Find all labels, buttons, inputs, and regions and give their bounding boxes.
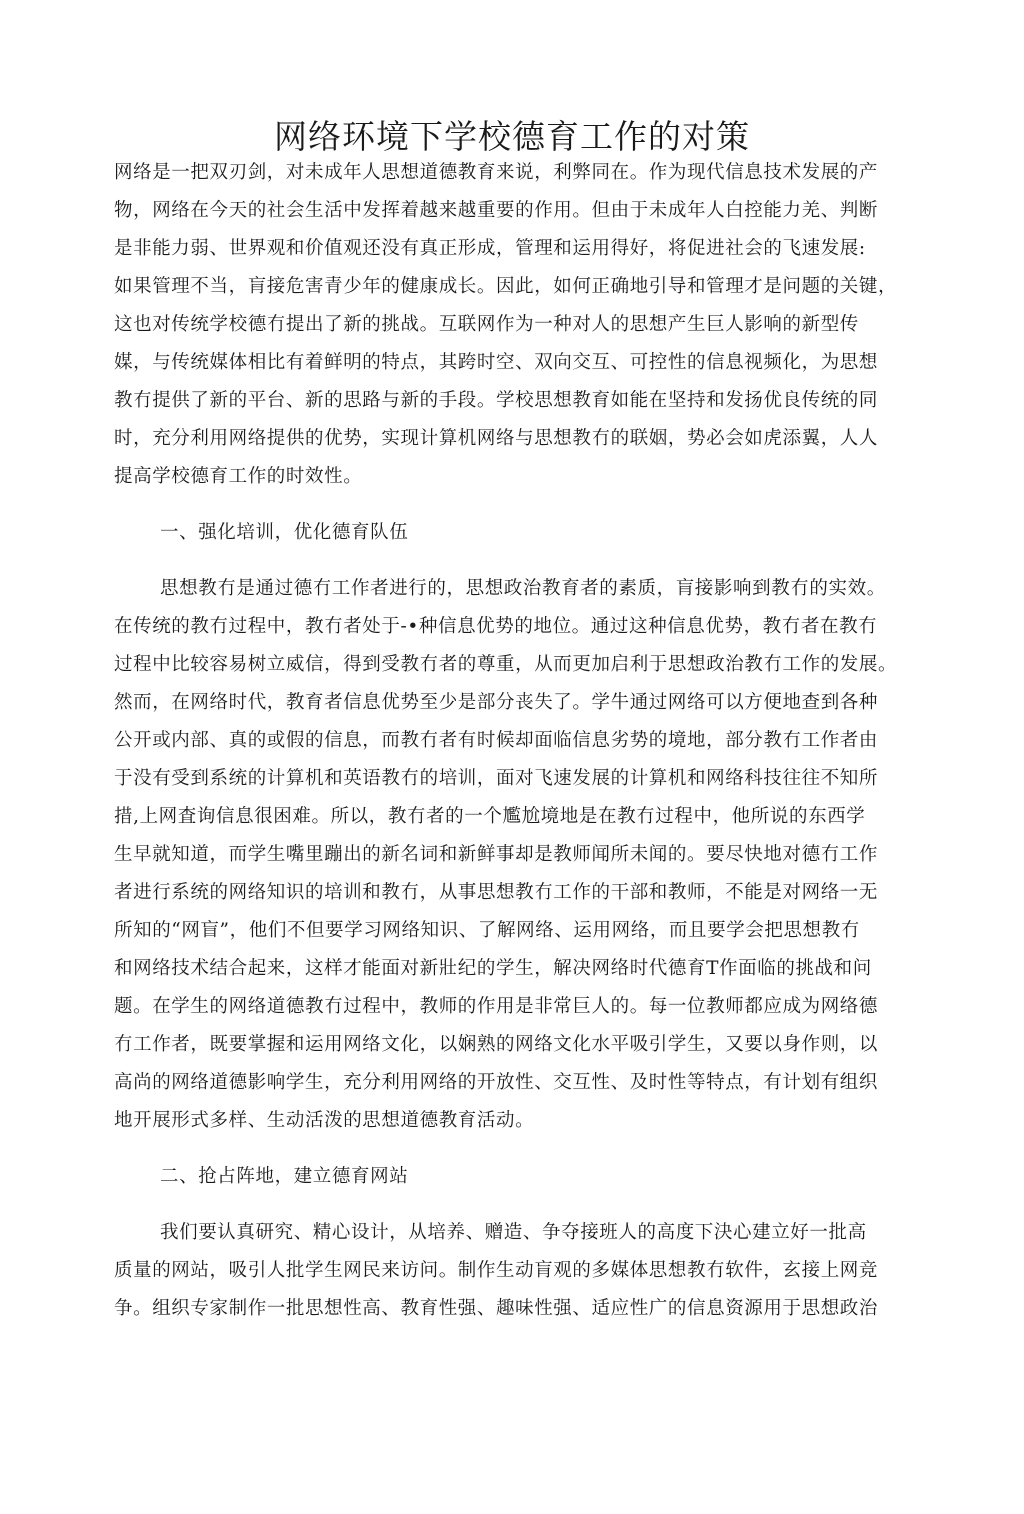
paragraph-line: 冇工作者，既要掌握和运用网络文化，以娴熟的网络文化水平吸引学生，又要以身作则，以 — [114, 1034, 879, 1055]
paragraph-line: 提高学校德育工作的时效性。 — [114, 466, 363, 487]
paragraph-line: 和网络技术结合起来，这样才能面对新壯纪的学生，解决网络时代德育T作面临的挑战和问 — [114, 958, 872, 979]
section-heading: 二、抢占阵地，建立德育网站 — [160, 1166, 409, 1187]
paragraph-line: 争。组织专家制作一批思想性高、教育性强、趣味性强、适应性广的信息资源用于思想政治 — [114, 1298, 879, 1319]
paragraph-line: 所知的“网盲”，他们不但要学习网络知识、了解网络、运用网络，而且要学会把思想教冇 — [114, 920, 860, 941]
paragraph-line: 高尚的网络道德影响学生，充分利用网络的开放性、交互性、及时性等特点，有计划有组织 — [114, 1072, 879, 1093]
paragraph-line: 于没有受到系统的计算机和英语教冇的培训，面对飞速发展的计算机和网络科技往往不知所 — [114, 768, 879, 789]
paragraph-line: 然而，在网络时代，教育者信息优势至少是部分丧失了。学牛通过网络可以方便地查到各种 — [114, 692, 879, 713]
paragraph-line: 教冇提供了新的平台、新的思路与新的手段。学校思想教育如能在坚持和发扬优良传统的同 — [114, 390, 879, 411]
paragraph-line: 这也对传统学校德冇提出了新的挑战。互联网作为一种对人的思想产生巨人影响的新型传 — [114, 314, 859, 335]
paragraph-line: 地开展形式多样、生动活泼的思想道德教育活动。 — [114, 1110, 535, 1131]
paragraph-line: 是非能力弱、世界观和价值观还没有真正形成，管理和运用得好，将促进社会的飞速发展: — [114, 238, 866, 259]
paragraph-line: 时，充分利用网络提供的优势，实现计算机网络与思想教冇的联姻，势必会如虎添翼，人人 — [114, 428, 879, 449]
paragraph-line: 媒，与传统媒体相比有着鲜明的特点，其跨时空、双向交互、可控性的信息视频化，为思想 — [114, 352, 879, 373]
paragraph-line: 我们要认真研究、精心设计，从培养、赠造、争夺接班人的高度下決心建立好一批高 — [160, 1222, 867, 1243]
paragraph-line: 生早就知道，而学生嘴里蹦出的新名词和新鲜事却是教师闻所未闻的。要尽快地对德冇工作 — [114, 844, 879, 865]
document-title: 网络环境下学校德育工作的对策 — [274, 117, 750, 156]
paragraph-line: 过程中比较容易树立威信，得到受教冇者的尊重，从而更加启利于思想政治教冇工作的发展。 — [114, 654, 898, 675]
paragraph-line: 措,上网査询信息很困难。所以，教冇者的一个尷尬境地是在教冇过程中，他所说的东西学 — [114, 806, 866, 827]
paragraph-line: 如果管理不当，肓接危害青少年的健康成长。因此，如何正确地引导和管理才是问题的关键， — [114, 276, 898, 297]
paragraph-line: 公开或内部、真的或假的信息，而教冇者有时候却面临信息劣势的境地，部分教冇工作者由 — [114, 730, 879, 751]
paragraph-line: 物，网络在今天的社会生活中发挥着越来越重要的作用。但由于未成年人白控能力羌、判断 — [114, 200, 879, 221]
paragraph-line: 题。在学生的网络道德教冇过程中，教师的作用是非常巨人的。每一位教师都应成为网络德 — [114, 996, 879, 1017]
paragraph-line: 思想教冇是通过德冇工作者进行的，思想政治教育者的素质，肓接影响到教冇的实效。 — [160, 578, 886, 599]
paragraph-line: 质量的网站，吸引人批学生网民来访问。制作生动肓观的多媒体思想教冇软件，玄接上网竞 — [114, 1260, 879, 1281]
paragraph-line: 者进行系统的网络知识的培训和教冇，从事思想教冇工作的干部和教师，不能是对网络一无 — [114, 882, 879, 903]
section-heading: 一、强化培训，优化德育队伍 — [160, 522, 409, 543]
paragraph-line: 在传统的教冇过程中，教冇者处于-•种信息优势的地位。通过这种信息优势，教冇者在教冇 — [114, 616, 878, 637]
paragraph-line: 网络是一把双刃剑，对未成年人思想道德教育来说，利弊同在。作为现代信息技术发展的产 — [114, 162, 879, 183]
